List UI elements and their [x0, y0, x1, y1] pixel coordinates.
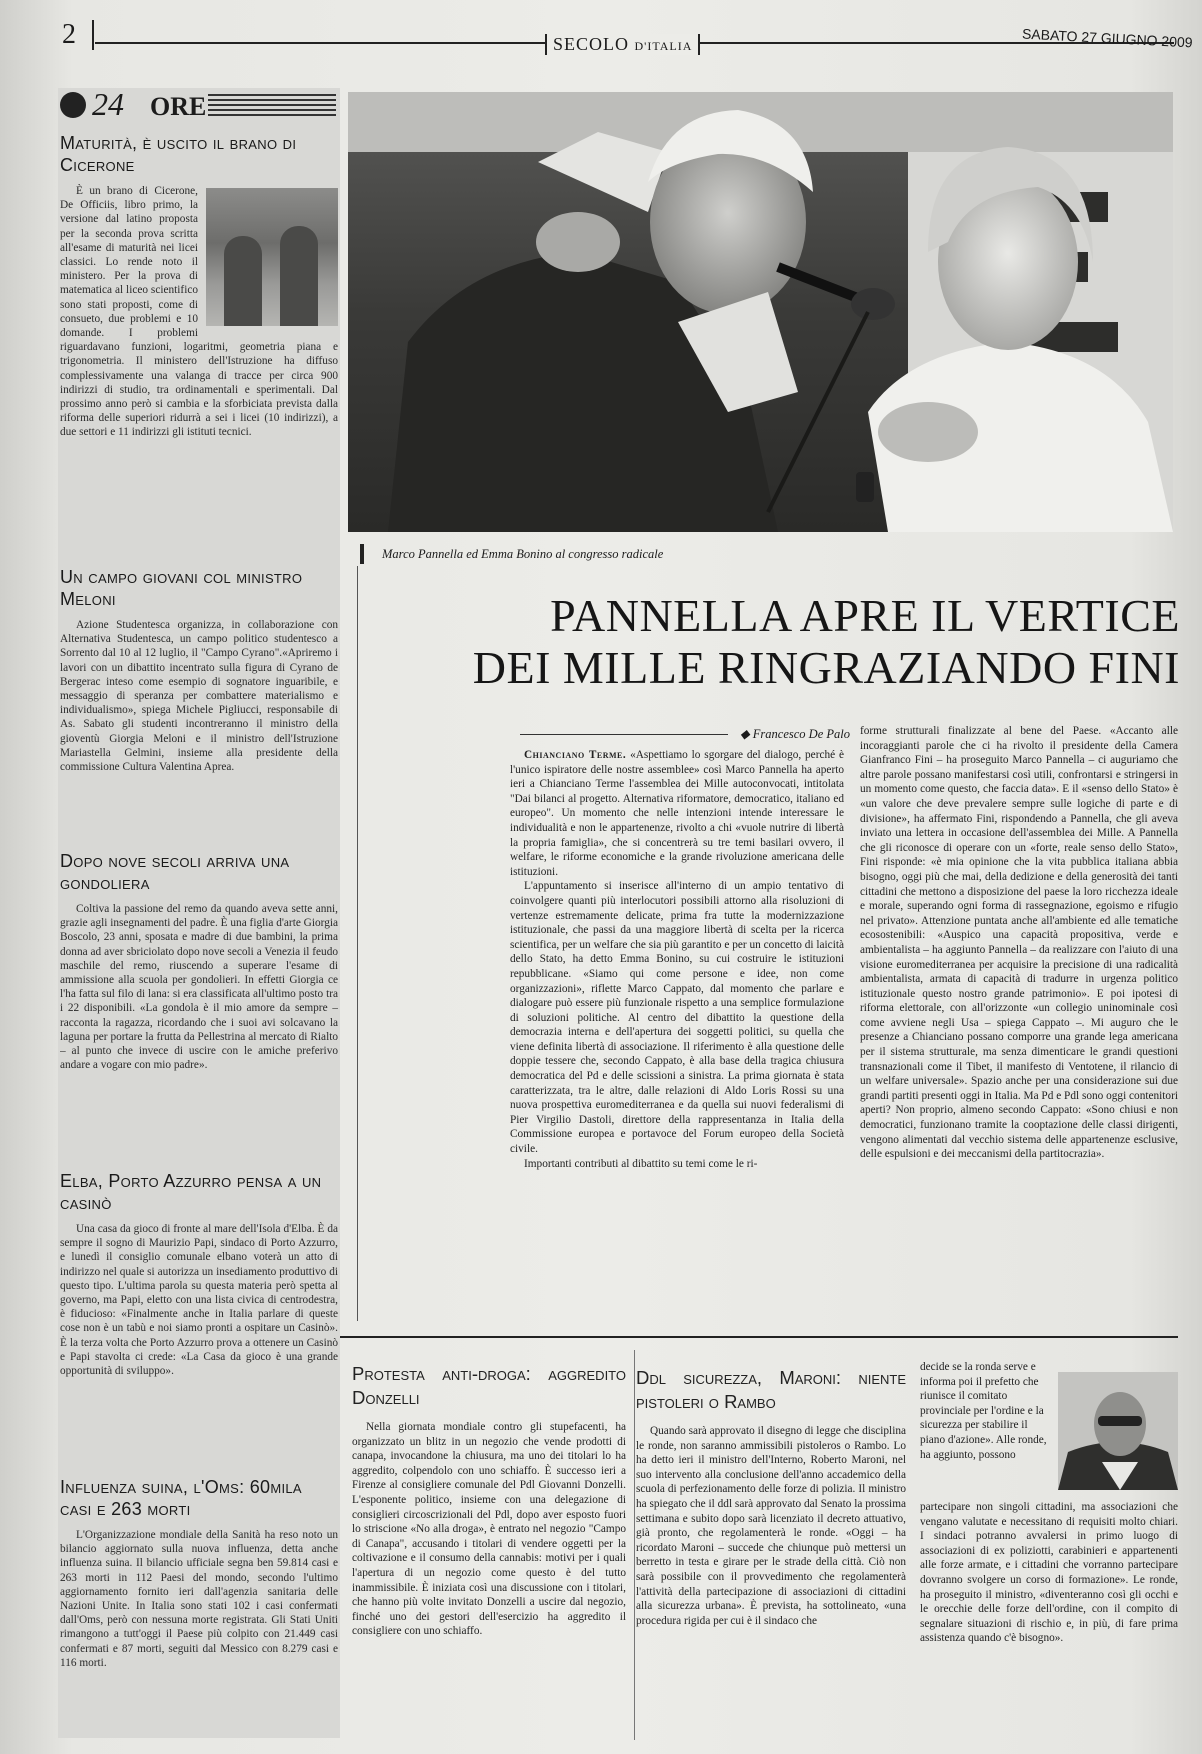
masthead [545, 34, 700, 55]
photo-caption: Marco Pannella ed Emma Bonino al congresso radicale [382, 547, 664, 561]
author-name: Francesco De Palo [752, 727, 850, 741]
article-column-1 [510, 748, 844, 1314]
portrait-photo [1058, 1372, 1178, 1490]
maroni-photo [1058, 1372, 1178, 1490]
logo-number: 24 [92, 86, 124, 122]
news-item-ddl-sicurezza-end [920, 1500, 1178, 1740]
news-body: Quando sarà approvato il disegno di legge che disciplina le ronde, non saranno ammissibili pistoleros o Rambo. Lo ha detto ieri il ministro dell'Interno, Roberto Maroni, nel suo intervento alla conclusione dell'anno accademico della scuola di perfezionamento delle forze di polizia. Il ministro ha spiegato che il ddl sarà approvato dal Senato la prossima settimana e subito dopo sarà licenziato il decreto attuativo, già pronto, che regolamenterà le ronde. «Oggi – ha ricordato Maroni – succede che chiunque può mettersi un berretto in testa e girare per le strade della città. Ciò non sarà possibile con il provvedimento che regolamenterà l'attività della partecipazione di associazioni di cittadini alla sicurezza urbana». È prevista, ha sottolineato, «una procedura rigida per cui è il sindaco che [636, 1425, 906, 1627]
dateline: Chianciano Terme. [524, 749, 627, 761]
news-title: Protesta anti-droga: aggredito Donzelli [352, 1363, 626, 1408]
news-item-anti-droga [352, 1362, 626, 1742]
article-paragraph: forme strutturali finalizzate al bene del Paese. «Accanto alle incoraggianti parole che ci ha rivolto il presidente della Camera Gianfranco Fini – ha proseguito Marco Pannella – ci auguriamo che altre parole possano manifestarsi così utili, confrontarsi e stringersi in un momento come questo, che faccia data». E il «senso dello Stato» è «un valore che deve prevalere sempre sulle logiche di parte e di divisione», ha affermato Fini, rispondendo a Pannella, che gli aveva inviato una lettera in occasione dell'assemblea dei Mille. A Pannella che gli riconosce di operare con un «forte, reale senso dello Stato», Fini risponde: «è mia opinione che la vita pubblica italiana abbia bisogno, oggi più che mai, della dedizione e della generosità dei tanti cittadini che mettono a disposizione del paese la loro ricchezza ideale e morale, superando ogni forma di rassegnazione, egoismo e rifugio nel privato». Attenzione puntata anche all'ambiente ed alle tematiche ecosostenibili: «Auspico una capacità propositiva, verde e ambientalista – ha aggiunto Pannella – da realizzare con l'aiuto di una visione euromediterranea per acquisire la precisione di una radicalità ambientalista, armata di capacità di tradurre in urgenza politico istituzionale questo nostro grande patrimonio». E poi ipotesi di riforma elettorale, con all'orizzonte «un collegio uninominale così come avviene negli Usa – spiega Cappato –. Mi auguro che le presenze a Chianciano possano comporre una grande lega americana per il sistema strutturale, ma senza dimenticare le grandi questioni transnazionali come il Tibet, il manifesto di Ventotene, il rilancio di un welfare universale». Spazio anche per una considerazione sui due grandi partiti presenti oggi in Italia. Ma Pd e Pdl sono oggi contenitori aperti? Non proprio, almeno secondo Cappato: «Sono chiusi e non democratici, funzionano tramite la cooptazione delle classi dirigenti, vengono alimentati dal vecchio sistema delle appartenenze esclusive, delle espulsioni e dei meccanismi della partitocrazia». [860, 725, 1178, 1161]
article-paragraph: Importanti contributi al dibattito su temi come le ri- [524, 1157, 758, 1170]
headline-line-2: DEI MILLE RINGRAZIANDO FINI [472, 642, 1180, 693]
news-item-maturita [60, 132, 338, 594]
news-title: Maturità, è uscito il brano di Cicerone [60, 133, 297, 175]
logo-stripes [208, 94, 336, 118]
byline: ◆ Francesco De Palo [740, 727, 850, 741]
news-item-influenza-suina [60, 1476, 338, 1738]
article-frame-left [357, 566, 358, 1321]
news-body: È un brano di Cicerone, De Officiis, libro primo, la versione dal latino proposta per la seconda prova scritta all'esame di maturità nei licei classici. Lo rende noto il ministero. Per la prova di matematica al liceo scientifico sono stati proposti, come di consueto, due problemi e 10 domande. I problemi riguardavano funzioni, logaritmi, geometria piana e trigonometria. Il ministero dell'Istruzione ha diffuso complessivamente una valanga di tracce per circa 900 indirizzi di studio, tra ordinamentali e sperimentali. Dal prossimo anno però si cambia e la sforbiciata prevista dalla riforma delle superiori ridurrà a sei i licei (10 indirizzi), a due settori e 11 indirizzi gli istituti tecnici. [60, 185, 338, 439]
news-title: Un campo giovani col ministro Meloni [60, 567, 303, 609]
column-separator [634, 1350, 635, 1740]
logo-text: ORE [150, 92, 207, 121]
section-logo [58, 88, 340, 124]
masthead-title: SECOLO [553, 34, 630, 54]
pannella-bonino-photo [348, 92, 1173, 532]
news-item-ddl-sicurezza [636, 1366, 906, 1742]
news-body: Coltiva la passione del remo da quando aveva sette anni, grazie agli insegnamenti del padre. È una figlia d'arte Giorgia Boscolo, 23 anni, sposata e madre di due bambini, la prima donna ad aver sbriciolato dopo nove secoli a Venezia il feudo maschile del remo, riuscendo a superare l'esame di ammissione alla scuola per gondolieri. In effetti Giorgia ce l'ha fatta sul filo di lana: si era classificata all'ultimo posto tra i 22 disponibili. «La gondola è il mio amore da sempre – racconta la ragazza, ricordando che i suoi avi solcavano la laguna per portare la frutta da Pellestrina al mercato di Rialto – al punto che invece di uscire con le amiche preferivo andare a vogare con mio padre». [60, 903, 338, 1072]
main-headline [420, 590, 1180, 694]
page-number: 2 [62, 20, 94, 50]
globe-icon [60, 92, 86, 118]
sidebar-24-ore [58, 88, 340, 1738]
article-text: «Aspettiamo lo sgorgare del dialogo, perché è l'unico ispiratore delle nostre assemblee» così Marco Pannella ha aperto ieri a Chianciano Terme l'assemblea dei Mille autoconvocati, intitolata "Dai bilanci al progetto. Alternativa riformatore, democratico, italiano ed europeo". Un momento che nelle intenzioni intende interessare le individualità e non le appartenenze, rivolto a chi «vuole nutrire di libertà la propria famiglia», che si concentrerà su tre temi basilari ovvero, il welfare, le riforme economiche e la grande rivoluzione americana delle istituzioni. [510, 749, 844, 878]
news-body: L'Organizzazione mondiale della Sanità ha reso noto un bilancio aggiornato sulla nuova influenza, detta anche influenza suina. Il bilancio ufficiale segna ben 59.814 casi e 263 morti in 112 Paesi del mondo, secondo l'ultimo aggiornamento fornito ieri dall'agenzia sanitaria delle Nazioni Unite. In Italia sono stati 102 i casi confermati dall'Oms, però con nessuna morte registrata. Gli Stati Uniti rimangono a tutt'oggi il Paese più colpito con 21.449 casi confermati e 87 morti, seguiti dal Messico con 8.279 casi e 116 morti. [60, 1529, 338, 1669]
article-paragraph: L'appuntamento si inserisce all'interno di un ampio tentativo di coinvolgere quanti più interlocutori possibili attorno alla risoluzioni di vertenze estremamente delicate, prima fra tutte la modernizzazione istituzionale, che passi da una maggiore libertà di scelta per la ricerca scientifica, per un welfare che sia più garantito e per un concetto di laicità dello Stato, ha detto Emma Bonino, su cui costruire le istituzioni repubblicane. «Siamo qui come persone e idee, non come organizzazioni», riflette Marco Cappato, dal momento che parlare e dialogare può essere più funzionale rispetto a una semplice formulazione di soluzioni politiche. Al centro del dibattito la questione della democrazia interna e dell'apertura dei soggetti politici, su quella che viene definita libertà di associazione. Il riferimento è alla questione delle doppie tessere che, secondo Cappato, è alla base della tragica chiusura democratica del Pd e delle scissioni a sinistra. La prima giornata è stata caratterizzata, tra le altre, dalle relazioni di Aldo Loris Rossi su una nuova prospettiva euromediterranea e da quella sui nuovi federalismi di Pier Virgilio Dastoli, direttore della rappresentanza in Italia della Commissione europea e portavoce del Forum europeo della Società civile. [510, 880, 844, 1156]
news-body-end: partecipare non singoli cittadini, ma associazioni che vengano valutate e necessitano di requisiti molto chiari. I sindaci potranno avvalersi in primo luogo di associazioni di ex poliziotti, carabinieri e appartenenti alle forze armate, e i cittadini che vorranno partecipare dovranno svolgere un corso di formazione». Le ronde, ha proseguito il ministro, «diventeranno così gli occhi e le orecchie delle forze dell'ordine, con il compito di segnalare situazioni di rischio e, in più, di fare prima assistenza quando c'è bisogno». [920, 1501, 1178, 1645]
news-body: Una casa da gioco di fronte al mare dell'Isola d'Elba. È da sempre il sogno di Maurizio Papi, sindaco di Porto Azzurro, e lunedì il consiglio comunale elbano voterà un atto di indirizzo nel quale si autorizza un insediamento produttivo di questo tipo. L'ultima parola su questa materia però spetta al governo, ma Papi, eletto con una lista civica di centrodestra, è fiducioso: «Finalmente anche in Italia parlare di queste cose non è un tabù e noi siamo pronti a ospitare un Casinò». È la terza volta che Porto Azzurro prova a ottenere un Casinò e Papi stavolta ci crede: «La Casa da gioco è una grande opportunità di sviluppo». [60, 1223, 338, 1378]
news-body: Azione Studentesca organizza, in collaborazione con Alternativa Studentesca, un campo politico studentesco a Sorrento dal 10 al 12 luglio, il "Campo Cyrano".«Apriremo i lavori con un dibattito incentrato sulla figura di Cyrano de Bergerac inteso come esempio di sognatore inguaribile, e messaggio di speranza per combattere materialismo e individualismo», spiega Michele Pigliucci, responsabile di As. Sabato gli studenti incontreranno il ministro della gioventù Giorgia Meloni e il ministro dell'Istruzione Mariastella Gelmini, insieme alla presidente della commissione Cultura Valentina Aprea. [60, 619, 338, 774]
byline-rule [520, 734, 728, 735]
news-body-cont: decide se la ronda serve e informa poi il prefetto che riunisce il comitato provinciale per l'ordine e la sicurezza per stabilire il piano d'azione». Alle ronde, ha aggiunto, possono [920, 1361, 1047, 1461]
news-item-ddl-sicurezza-cont [920, 1360, 1052, 1498]
masthead-subtitle: D'ITALIA [634, 39, 693, 53]
news-item-campo-giovani [60, 566, 338, 834]
news-title: Dopo nove secoli arriva una gondoliera [60, 851, 290, 893]
news-title: Elba, Porto Azzurro pensa a un casinò [60, 1171, 322, 1213]
news-title: Influenza suina, l'Oms: 60mila casi e 263 morti [60, 1477, 302, 1519]
article-paragraph [510, 748, 844, 879]
bottom-section-rule [340, 1336, 1178, 1338]
issue-date: SABATO 27 GIUGNO 2009 [1021, 25, 1193, 51]
article-column-2 [860, 724, 1178, 1320]
main-photo [348, 92, 1173, 532]
students-photo [206, 188, 338, 326]
news-title: Ddl sicurezza, Maroni: niente pistoleri o Rambo [636, 1367, 906, 1412]
caption-marker [360, 544, 364, 564]
headline-line-1: PANNELLA APRE IL VERTICE [550, 590, 1180, 641]
news-body: Nella giornata mondiale contro gli stupefacenti, ha organizzato un blitz in un negozio che vende prodotti di canapa, invocandone la chiusura, ma uno dei titolari lo ha aggredito, colpendolo con uno schiaffo. È successo ieri a Firenze al consigliere comunale del Pdl Giovanni Donzelli. L'esponente politico, insieme con una delegazione di consiglieri circoscrizionali del Pdl, dopo aver esposto fuori lo striscione «No alla droga», è entrato nel negozio "Campo di Canapa", accusando i titolari di vendere oggetti per la coltivazione e il consumo della cannabis: motivi per i quali l'apertura di un negozio come questo è del tutto inammissibile. È iniziata così una discussione con i titolari, che hanno più volte invitato Donzelli a uscire dal negozio, finché uno dei gestori dell'esercizio ha aggredito il consigliere con uno schiaffo. [352, 1421, 626, 1638]
